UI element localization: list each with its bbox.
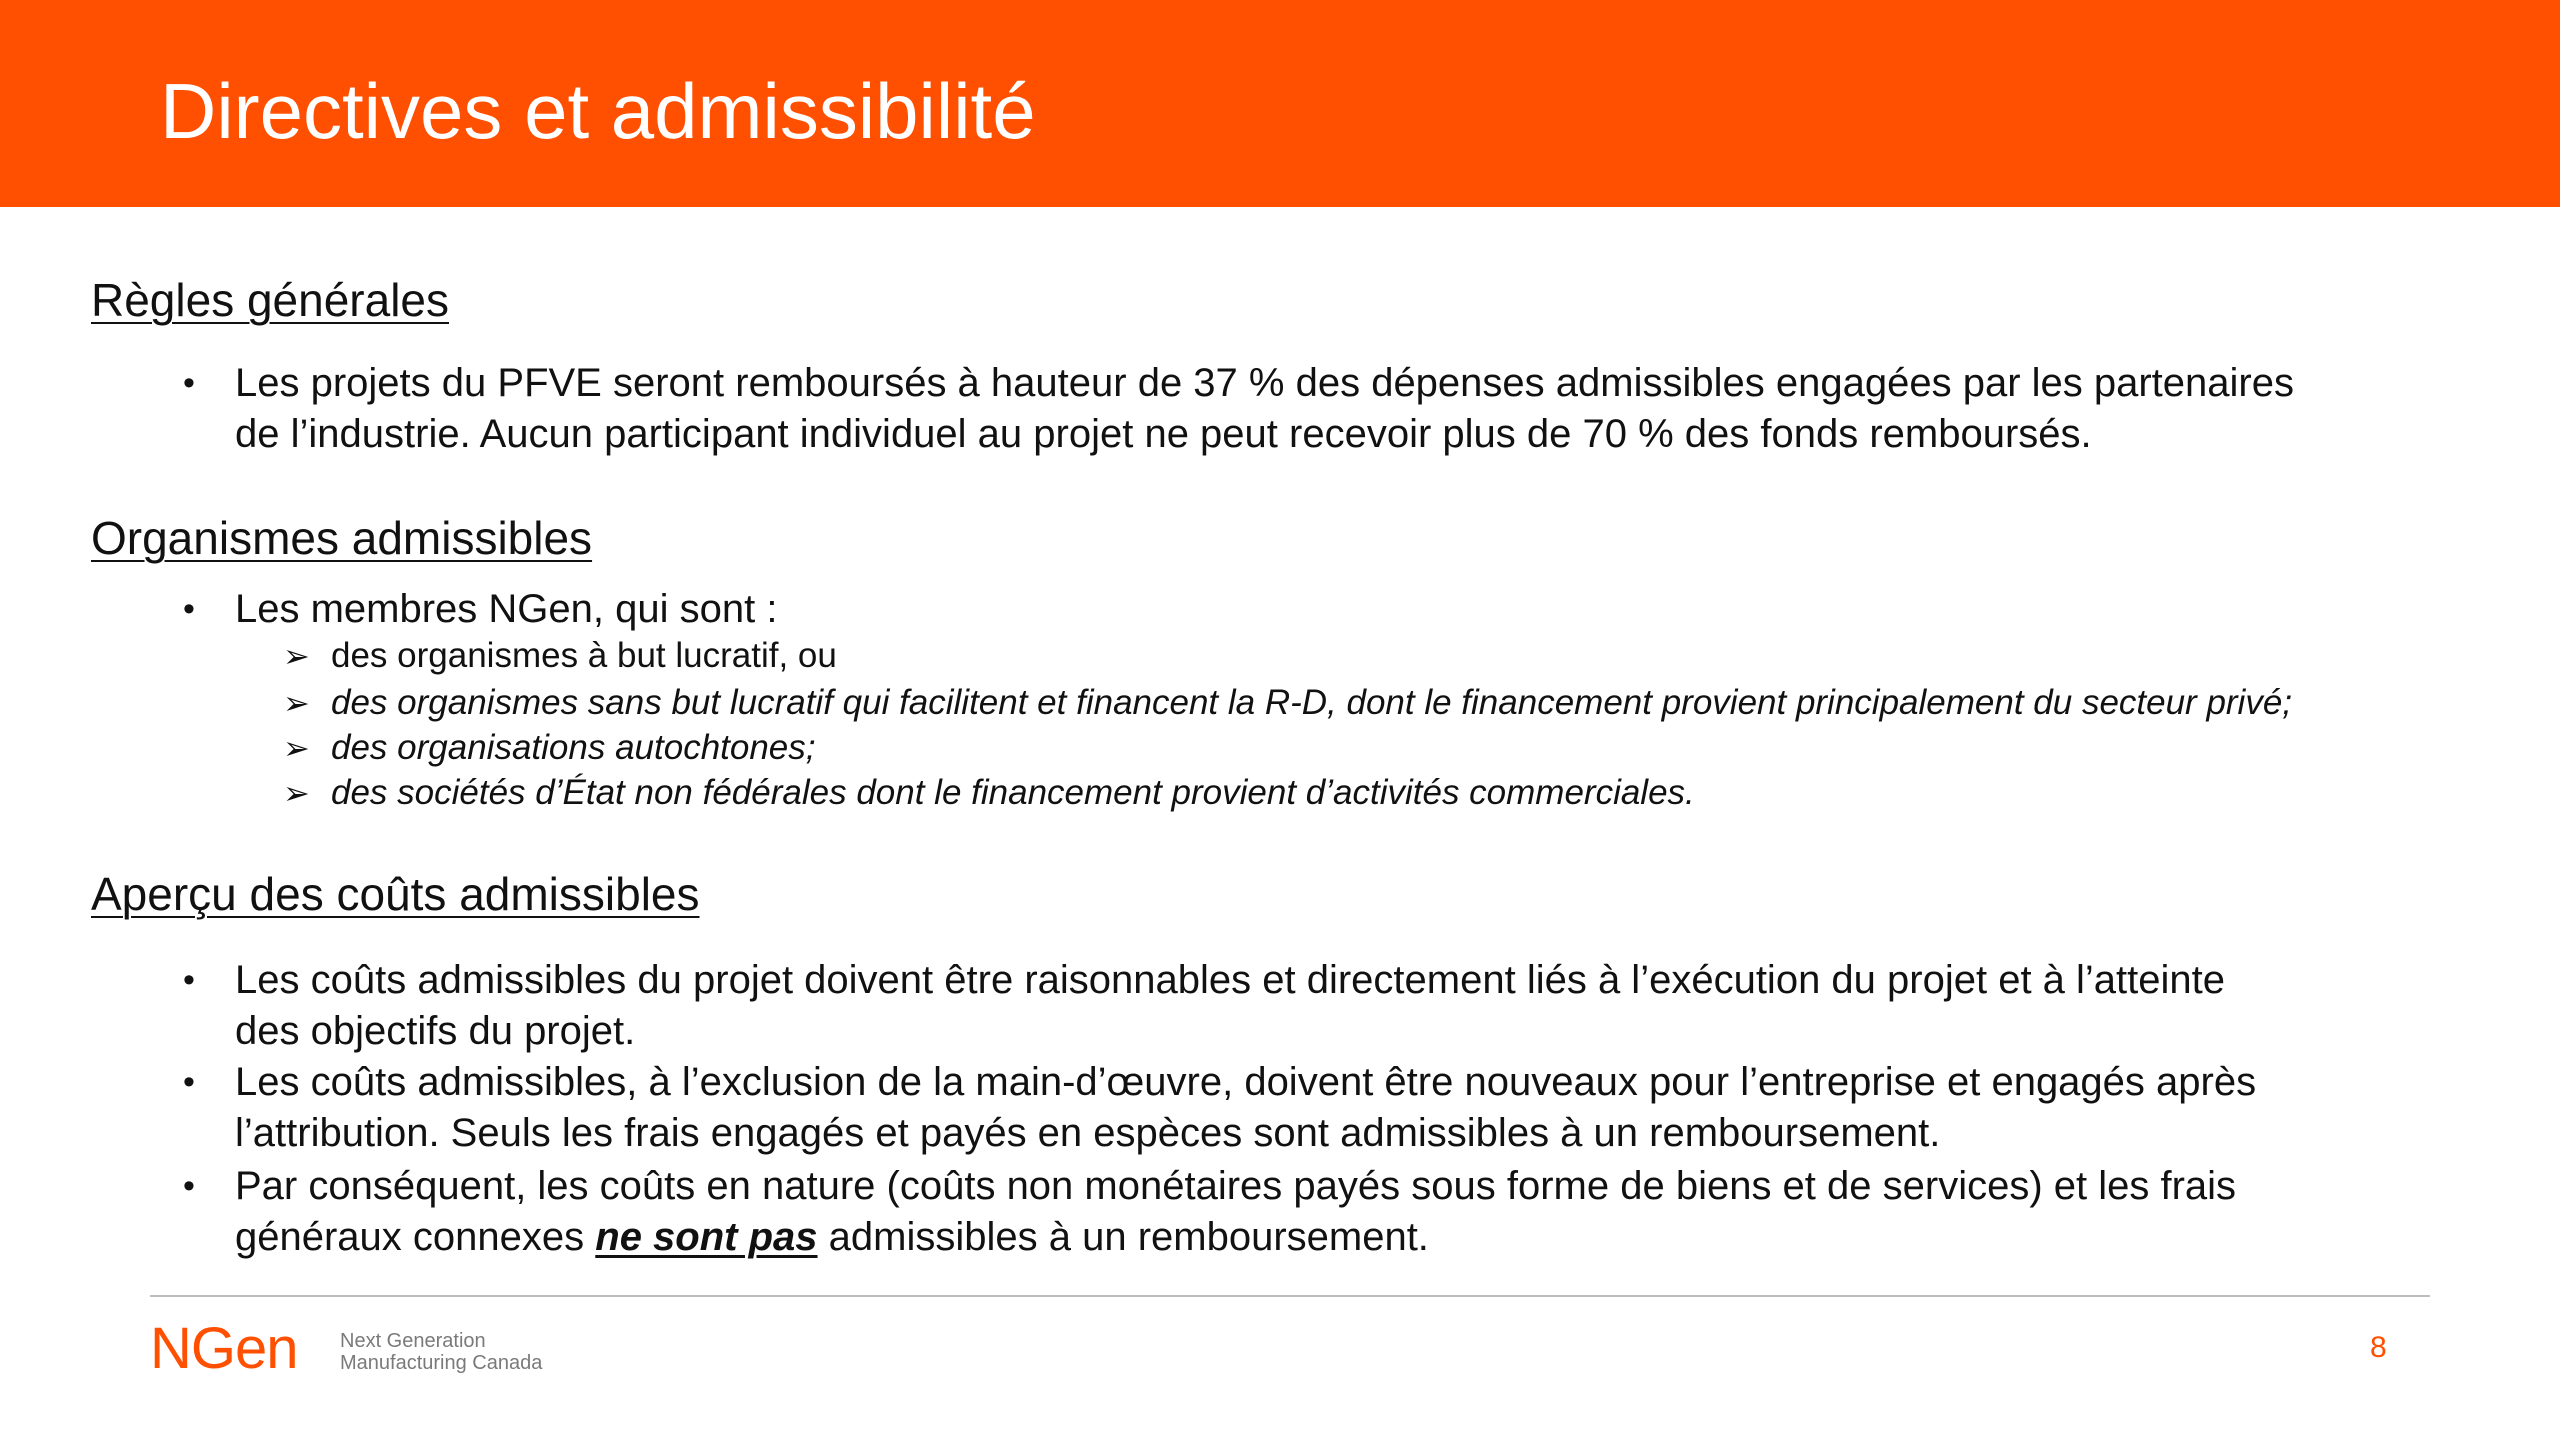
- logo-tagline-line1: Next Generation: [340, 1330, 486, 1352]
- bullet-line: Par conséquent, les coûts en nature (coûts non monétaires payés sous forme de biens et de services) et les frais: [235, 1164, 2237, 1208]
- bullet-line: de l’industrie. Aucun participant individuel au projet ne peut recevoir plus de 70 % des fonds remboursés.: [235, 412, 2092, 456]
- sub-item-text: des organisations autochtones;: [331, 728, 816, 767]
- bullet-line: Les coûts admissibles du projet doivent être raisonnables et directement liés à l’exécution du projet et à l’atteinte: [235, 958, 2226, 1002]
- bullet-line: Les membres NGen, qui sont :: [235, 587, 778, 631]
- logo-tagline: [340, 1330, 542, 1374]
- arrow-bullet-icon: ➢: [283, 730, 310, 766]
- logo-tagline-line2: Manufacturing Canada: [340, 1352, 543, 1374]
- bullet-line: Les projets du PFVE seront remboursés à hauteur de 37 % des dépenses admissibles engagées par les partenaires: [235, 361, 2294, 405]
- logo-wordmark: NGen: [150, 1316, 298, 1381]
- arrow-bullet-icon: ➢: [283, 775, 310, 811]
- bullet-dot: •: [183, 961, 195, 999]
- arrow-bullet-icon: ➢: [283, 685, 310, 721]
- bullet-dot: •: [183, 1167, 195, 1205]
- slide-title: Directives et admissibilité: [160, 67, 1036, 155]
- emphasis-not-eligible: ne sont pas: [595, 1215, 818, 1259]
- sub-item-text: des organismes sans but lucratif qui facilitent et financent la R-D, dont le financement provient principalement du secteur privé;: [331, 683, 2293, 722]
- bullet-dot: •: [183, 590, 195, 628]
- section-heading-eligible-costs-overview: Aperçu des coûts admissibles: [91, 868, 700, 920]
- bullet-dot: •: [183, 364, 195, 402]
- ngen-logo: [150, 1316, 590, 1381]
- bullet-line: des objectifs du projet.: [235, 1009, 636, 1053]
- bullet-line: [235, 1212, 1429, 1263]
- bullet-text-before: généraux connexes: [235, 1215, 596, 1259]
- bullet-line: l’attribution. Seuls les frais engagés et payés en espèces sont admissibles à un remboursement.: [235, 1111, 1941, 1155]
- sub-item-text: des sociétés d’État non fédérales dont le financement provient d’activités commerciales.: [331, 773, 1695, 812]
- arrow-bullet-icon: ➢: [283, 638, 310, 674]
- bullet-dot: •: [183, 1063, 195, 1101]
- title-bar: [0, 0, 2560, 207]
- sub-item-text: des organismes à but lucratif, ou: [331, 636, 837, 675]
- footer-divider: [150, 1295, 2430, 1297]
- section-heading-eligible-organizations: Organismes admissibles: [91, 512, 593, 564]
- bullet-line: Les coûts admissibles, à l’exclusion de la main-d’œuvre, doivent être nouveaux pour l’entreprise et engagés après: [235, 1060, 2257, 1104]
- page-number: 8: [2370, 1331, 2387, 1364]
- section-heading-general-rules: Règles générales: [91, 274, 450, 326]
- bullet-text-after: admissibles à un remboursement.: [817, 1215, 1429, 1259]
